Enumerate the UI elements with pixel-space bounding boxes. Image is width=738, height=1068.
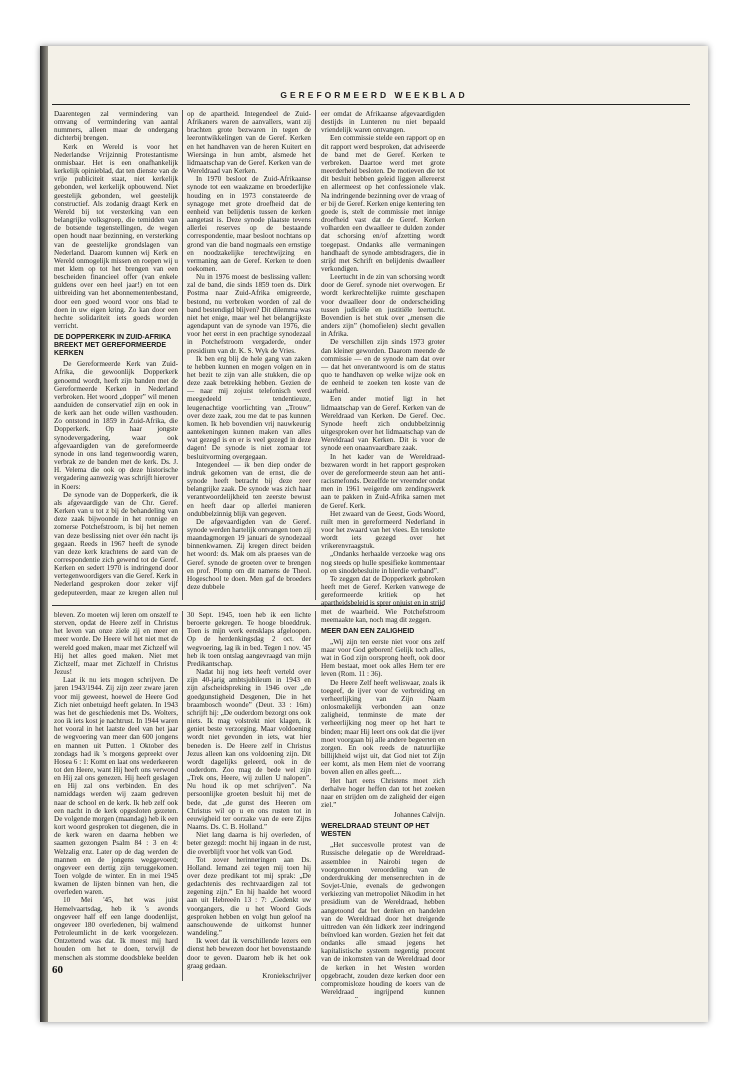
section-heading: MEER DAN EEN ZALIGHEID: [321, 627, 415, 635]
paragraph: Daarentegen zal vermindering van omvang of vermindering van aantal nummers, alleen maar de ondergang dichterbij brengen.: [54, 110, 178, 143]
column-1-bottom: [54, 611, 178, 961]
column-3: [321, 110, 445, 998]
header-rule: [52, 104, 690, 105]
paragraph: Laat ik nu iets mogen schrijven. De jaren 1943/1944. Zij zijn zeer zware jaren voor mij geweest, hoewel de Heere God Zich niet onbetuigd heeft gelaten. In 1943 was het de geschiedenis met Ds. Wolters, zoo ik iets kost je nachtrust. In 1944 waren het vooral in het laatste deel van het jaar de wegvoering van meer dan 600 jongens en mannen uit Putten. 1 Oktober des zondags had ik 's morgens gepreekt over Hosea 6 : 1: Komt en laat ons wederkeeren tot den Heere, want Hij heeft ons verwond en Hij zal ons genezen. Hij heeft geslagen en Hij zal ons verbinden. En des namiddags werden wij zaam gedreven naar de school en de kerk. Ik heb zelf ook een nacht in de kerk opgesloten gezeten. De volgende morgen (maandag) heb ik een kort woord gesproken tot diegenen, die in de kerk waren en daarna hebben we saamen gezongen Psalm 84 : 3 en 4: Welzalig enz. Later op de dag werden de mannen en de jongens weggevoerd; ongeveer een dertig zijn teruggekomen. Toen volgde de winter. En in mei 1945 kwamen de lijsten binnen van hen, die overleden waren.: [54, 676, 178, 897]
paragraph: 30 Sept. 1945, toen heb ik een lichte beroerte gekregen. Te hooge bloeddruk. Toen is mijn werk eensklaps afgeloopen. Op de herdenkingsdag 2 oct. der wegvoering, lag ik in bed. Tegen 1 nov. '45 heb ik toen ontslag aangevraagd van mijn Predikantschap.: [187, 611, 311, 668]
paragraph: In 1970 besloot de Zuid-Afrikaanse synode tot een waakzame en broederlijke houding en in 1973 constateerde de synagoge met grote droefheid dat de eenheid van belijdenis tussen de kerken aangetast is. Deze synode plaatste tevens allerlei reserves op de bestaande correspondentie, maar besloot nochtans op grond van die band nogmaals een ernstige en noodzakelijke terechtwijzing en vermaning aan de Geref. Kerken te doen toekomen.: [187, 175, 311, 273]
paragraph: Ik ben erg blij de hele gang van zaken te hebben kunnen en mogen volgen en in het bezit te zijn van alle stukken, die op deze zaak betrekking hebben. Gezien de — naar mij zojuist telefonisch werd meegedeeld — tendentieuze, leugenachtige voorlichting van „Trouw” over deze zaak, zou me dat te pas kunnen komen. Ik heb bovendien vrij nauwkeurig aantekeningen kunnen maken van alles wat gezegd is en er is veel gezegd in deze dagen! De synode is niet zomaar tot besluitvorming overgegaan.: [187, 354, 311, 461]
running-head: GEREFORMEERD WEEKBLAD: [280, 90, 468, 100]
paragraph: Het zwaard van de Geest, Gods Woord, ruilt men in gereformeerd Nederland in voor het zwaard van het vlees. En tenslotte wordt iets gezegd over het vrikerenvraagstuk.: [321, 509, 445, 551]
paragraph: Een commissie stelde een rapport op en dit rapport werd besproken, dat adviseerde de band met de Geref. Kerken te verbreken. Daartoe werd met grote meerderheid besloten. De motieven die tot dit besluit hebben geleid liggen allereerst en allermeest op het confessionele vlak. Na indringende bezinning over de vraag of er bij de Geref. Kerken enige kentering ten goede is, stelt de commissie met innige droefheid vast dat de Geref. Kerken volharden een dwaalleer te dulden zonder dat schorsing en/of afzetting wordt toegepast. Ondanks alle vermaningen handhaaft de synode ambtsdragers, die in strijd met Schrift en belijdenis dwaalleer verkondigen.: [321, 134, 445, 273]
column-divider: [182, 611, 183, 981]
paragraph: De synode van de Dopperkerk, die ik als afgevaardigde van de Chr. Geref. Kerken van u tot z bij de behandeling van deze zaak bijwoonde in het ronnige en zomerse Potchefstroom, is bij het nemen van deze beslissing niet over één nacht ijs gegaan. Reeds in 1967 heeft de synode van deze kerk krachtens de aard van de correspondentie zich gewend tot de Geref. Kerken en sedert 1970 is indringend door vertegenwoordigers van die Geref. Kerk in Nederland gesproken door zeker vijf gedeputeerden, maar ze kregen allen nul: [54, 490, 178, 597]
paragraph: „Ondanks herhaalde verzoeke wag ons nog steeds op hulle spesifieke kommentaar op en sinodebesluite in hierdie verband”.: [321, 550, 445, 575]
paragraph: op de apartheid. Integendeel de Zuid-Afrikaners waren de aanvallers, want zij brachten grote bezwaren in tegen de leerontwikkelingen van de Geref. Kerken en het handhaven van de heren Kuitert en Wiersinga in hun ambt, alsmede het lidmaatschap van de Geref. Kerken van de Wereldraad van Kerken.: [187, 110, 311, 176]
section-heading: DE DOPPERKERK IN ZUID-AFRIKA BREEKT MET GEREFORMEERDE KERKEN: [54, 334, 171, 358]
paragraph: De afgevaardigden van de Geref. synode werden hartelijk ontvangen toen zij maandagmorgen 19 januari de synodezaal binnenkwamen. Zij kregen direct beiden het woord: ds. Mak om als praeses van de Geref. synode de groeten over te brengen en prof. Plomp om dit namens de Theol. Hogeschool te doen. Men gaf de broeders deze dubbele: [187, 517, 311, 592]
paragraph: Een ander motief ligt in het lidmaatschap van de Geref. Kerken van de Wereldraad van Kerken. De Geref. Oec. Synode heeft zich ondubbelzinnig uitgesproken over het lidmaatschap van de Wereldraad van Kerken. Dit is voor de synode een onaanvaardbare zaak.: [321, 395, 445, 453]
column-divider: [315, 611, 316, 981]
column-divider: [315, 110, 316, 600]
paragraph: Te zeggen dat de Dopperkerk gebroken heeft met de Geref. Kerken vanwege de gereformeerde kritiek op het apartheidsbeleid is sprer onjuist en in strijd met de waarheid. Wie Potchefstroom meemaakte kan, noch mag dit zeggen.: [321, 574, 445, 624]
magazine-page: [40, 46, 708, 1022]
paragraph: 10 Mei '45, het was juist Hemelvaartsdag, heb ik 's avonds ongeveer half elf een lange doodenlijst, ongeveer 180 overledenen, bij walmend Petroleumlicht in de kerk voorgelezen. Ontzettend was dat. Ik moest mij hard houden om het te doen, terwijl de menschen als stomme doodsbleke beelden: [54, 896, 178, 961]
paragraph: De Heere Zelf heeft weliswaar, zoals ik toegeef, de ijver voor de verbreiding en verheerlijking van Zijn Naam onlosmakelijk verbonden aan onze zaligheid, tenminste de mate der verheerlijking nog meer op het hart te binden; maar Hij leert ons ook dat die ijver moet voorgaan bij alle andere begeerten en zorgen. En ook reeds de natuurlijke billijkheid wijst uit, dat God niet tot Zijn eer komt, als men Hem niet de voorrang boven allen en alles geeft....: [321, 678, 445, 777]
paragraph: „Het succesvolle protest van de Russische delegatie op de Wereldraad-assemblee in Nairobi tegen de voorgenomen veroordeling van de onderdrukking der mensenrechten in de Sovjet-Unie, evenals de gedwongen verkiezing van metropoliet Nikodim in het presidium van de Wereldraad, hebben aangetoond dat het denken en handelen van de Wereldraad door het dreigende uittreden van één lidkerk zeer indringend beïnvloed kan worden. Gezien het feit dat ondanks alle smaad jegens het kapitalistische systeem negentig procent van de inkomsten van de Wereldraad door de kerken in het Westen worden opgebracht, zouden deze kerken door een compromisloze houding de koers van de Wereldraad ingrijpend kunnen: [321, 841, 445, 997]
paragraph: bleven. Zo moeten wij leren om onszelf te sterven, opdat de Heere zelf in Christus het leven van onze ziele zij en meer en meer worde. De Heere wil het niet met de wereld goed maken, maar met Zichzelf wil Hij het alles goed maken. Niet met Zichzelf, maar met Zichzelf in Christus Jezus!: [54, 611, 178, 677]
paragraph: Tot zover herinneringen aan Ds. Holland. Iemand zei tegen mij toen hij over deze predikant tot mij sprak: „De gedachtenis des rechtvaardigen zal tot zegening zijn.” En hij haalde het woord aan uit Hebreeën 13 : 7: „Gedenkt uw voorgangers, die u het Woord Gods gesproken hebben en volgt hun geloof na aanschouwende de uitkomst hunner wandeling.”: [187, 855, 311, 938]
paragraph: Niet lang daarna is hij overleden, of beter gezegd: mocht hij ingaan in de rust, die overblijft voor het volk van God.: [187, 831, 311, 856]
paragraph: „Wij zijn ten eerste niet voor ons zelf maar voor God geboren! Gelijk toch alles, wat in God zijn oorsprong heeft, ook door Hem bestaat, moet ook alles Hem ter ere leven (Rom. 11 : 36).: [321, 637, 445, 679]
paragraph: De verschillen zijn sinds 1973 groter dan kleiner geworden. Daarom meende de commissie — en de synode nam dat over — dat het onverantwoord is om de status quo te handhaven op welke wijze ook en de eenheid te zoeken ten koste van de waarheid.: [321, 338, 445, 396]
page-binding-shadow: [40, 46, 48, 1022]
paragraph: Integendeel — ik ben diep onder de indruk gekomen van de ernst, die de synode heeft betracht bij deze zeer belangrijke zaak. De synode was zich haar verantwoordelijkheid ten zeerste bewust en heeft daar op allerlei manieren ondubbelzinnig blijk van gegeven.: [187, 460, 311, 518]
column-2-top: [187, 110, 311, 598]
page-number: 60: [52, 964, 63, 976]
paragraph: Kerk en Wereld is voor het Nederlandse Vrijzinnig Protestantisme onmisbaar. Het is een onafhankelijk kerkelijk opinieblad, dat ten dienste van de vrije publiciteit staat, niet kerkelijk gebonden, wel kerkelijk opbouwend. Niet geestelijk gebonden, wel geestelijk constructief. Als zodanig draagt Kerk en Wereld bij tot versterking van een belangrijke volksgroep, die temidden van de botsende tegenstellingen, de wegen open houdt naar bezinning, en versterking van de geestelijke grondslagen van Nederland. Daarom kunnen wij Kerk en Wereld onmogelijk missen en roepen wij u met klem op tot het brengen van een bescheiden financieel offer (van enkele guldens over een heel jaar!) en tot een uitbreiding van het abonnementenbestand, door een goed woord voor ons blad te doen in uw eigen kring. Zo kan door een hechte solidariteit iets goeds worden verricht.: [54, 142, 178, 331]
paragraph: In het kader van de Wereldraad-bezwaren wordt in het rapport gesproken over de gereformeerde steun aan het anti-racismefonds. Dezelfde ter vreemder ondat men in 1961 weigerde om zendingswerk aan te pakken in Zuid-Afrika samen met de Geref. Kerk.: [321, 452, 445, 510]
paragraph: De Gereformeerde Kerk van Zuid-Afrika, die gewoonlijk Dopperkerk genoemd wordt, heeft zijn banden met de Gereformeerde Kerken in Nederland verbroken. Het woord „dopper” wil menen aanduiden de conservatief zijn en ook in de kerk aan het oude willen vasthouden. Zo ontstond in 1859 in Zuid-Afrika, die Dopperkerk. Op haar jongste synodevergadering, waar ook afgevaardigden van de gereformeerde synode in ons land tegenwoordig waren, verbrak ze de banden met de kerk. Ds. J. H. Velema die ook op deze historische vergadering aanwezig was schrijft hierover in Koers:: [54, 360, 178, 491]
paragraph: Het hart eens Christens moet zich derhalve hoger heffen dan tot het zoeken naar en strijden om de zaligheid der eigen ziel.”: [321, 776, 445, 809]
paragraph: Ik weet dat ik verschillende lezers een dienst heb bewezen door het bovenstaande door te geven. Daarom heb ik het ook graag gedaan.: [187, 937, 311, 970]
paragraph: Nu in 1976 moest de beslissing vallen: zal de band, die sinds 1859 toen ds. Dirk Postma naar Zuid-Afrika emigreerde, bestond, nu verbroken worden of zal de band bestendigd blijven? Dit dilemma was niet het enige, maar wel het belangrijkste agendapunt van de synode van 1976, die voor het eerst in een prachtige synodezaal in Potchefstroom vergaderde, onder presidium van dr. K. S. Wyk de Vries.: [187, 273, 311, 355]
paragraph: eer omdat de Afrikaanse afgevaardigden destijds in Lunteren nu niet bepaald vriendelijk waren ontvangen.: [321, 110, 445, 135]
paragraph: Nadat hij nog iets heeft verteld over zijn 40-jarig ambtsjubileum in 1943 en zijn afscheidspreking in 1946 over „de goedgunstigheid Desgenen, Die in het braambosch woonde” (Deut. 33 : 16m) schrijft hij: „De ouderdom bezorgt ons ook niets. Ik mag volstrekt niet klagen, ik geniet beste verzorging. Maar voldoening wordt niet gevonden in iets, wat hier beneden is. De Heere zelf in Christus Jezus alleen kan ons voldoening zijn. Dit wordt dagelijks geleerd, ook in de ouderdom. Zoo mag de bede wel zijn „Trek ons, Heere, wij zullen U nalopen”. Nu houd ik op met schrijven”. Na persoonlijke groeten besluit hij met de bede, dat „de gunst des Heeren om Christus wil op u en ons rusten tot in eeuwigheid ter oorzake van de eere Zijns Naams. Ds. C. B. Holland.”: [187, 668, 311, 832]
author-signature: Kroniekschrijver: [262, 971, 311, 980]
column-1-top: [54, 110, 178, 598]
author-signature: Johannes Calvijn.: [393, 811, 445, 820]
section-heading: WERELDRAAD STEUNT OP HET WESTEN: [321, 823, 430, 839]
column-2-bottom: [187, 611, 311, 981]
paragraph: Leertucht in de zin van schorsing wordt door de Geref. synode niet overwogen. Er wordt kerkrechtelijke ruimte geschapen voor dwaalleer door de onderscheiding tussen judiciële en justitiële leertucht. Bovendien is het stuk over „mensen die anders zijn” (homofielen) slecht gevallen in Afrika.: [321, 273, 445, 339]
column-divider: [182, 110, 183, 600]
